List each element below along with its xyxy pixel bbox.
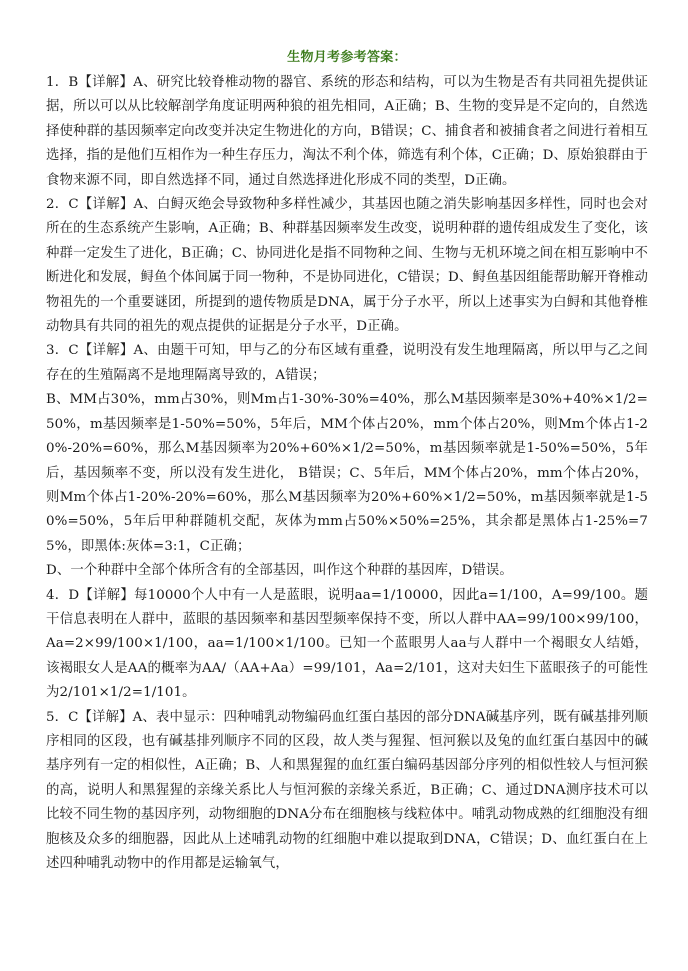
page-title: 生物月考参考答案： — [287, 50, 407, 65]
answer-2: 2．C【详解】A、白鲟灭绝会导致物种多样性减少，其基因也随之消失影响基因多样性，同时也会对所在的生态系统产生影响，A正确；B、种群基因频率发生改变，说明种群的遗传组成发生了变化，该种群一定发生了进化，B正确；C、协同进化是指不同物种之间、生物与无机环境之间在相互影响中不断进化和发展，鲟鱼个体间属于同一物种，不是协同进化，C错误；D、鲟鱼基因组能帮助解开脊椎动物祖先的一个重要谜团，所提到的遗传物质是DNA，属于分子水平，所以上述事实为白鲟和其他脊椎动物具有共同的祖先的观点提供的证据是分子水平，D正确。 — [46, 197, 648, 335]
answer-3-part-d: D、一个种群中全部个体所含有的全部基因，叫作这个种群的基因库，D错误。 — [46, 563, 513, 579]
answer-3-part-bc: B、MM占30%，mm占30%，则Mm占1-30%-30%=40%，那么M基因频率是30%+40%×1/2=50%，m基因频率是1-50%=50%，5年后，MM个体占20%，mm个体占20%，则Mm个体占1-20%-20%=60%，那么M基因频率为20%+60%×1/2=50%，m基因频率就是1-50%=50%，5年后，基因频率不变，所以没有发生进化， B错误；C、5年后，MM个体占20%，mm个体占20%，则Mm个体占1-20%-20%=60%，那么M基因频率为20%+60%×1/2=50%，m基因频率就是1-50%=50%，5年后甲种群随机交配，灰体为mm占50%×50%=25%，其余都是黑体占1-25%=75%，即黑体:灰体=3:1，C正确； — [46, 392, 648, 554]
answer-5: 5．C【详解】A、表中显示：四种哺乳动物编码血红蛋白基因的部分DNA碱基序列，既有碱基排列顺序相同的区段，也有碱基排列顺序不同的区段，故人类与猩猩、恒河猴以及兔的血红蛋白基因中的碱基序列有一定的相似性，A正确；B、人和黑猩猩的血红蛋白编码基因部分序列的相似性较人与恒河猴的高，说明人和黑猩猩的亲缘关系比人与恒河猴的亲缘关系近，B正确；C、通过DNA测序技术可以比较不同生物的基因序列，动物细胞的DNA分布在细胞核与线粒体中。哺乳动物成熟的红细胞没有细胞核及众多的细胞器，因此从上述哺乳动物的红细胞中难以提取到DNA，C错误；D、血红蛋白在上述四种哺乳动物中的作用都是运输氧气， — [46, 709, 648, 871]
answer-4: 4．D【详解】每10000个人中有一人是蓝眼，说明aa=1/10000，因此a=1/100，A=99/100。题干信息表明在人群中，蓝眼的基因频率和基因型频率保持不变，所以人群中AA=99/100×99/100，Aa=2×99/100×1/100，aa=1/100×1/100。已知一个蓝眼男人aa与人群中一个褐眼女人结婚，该褐眼女人是AA的概率为AA/（AA+Aa）=99/101，Aa=2/101，这对夫妇生下蓝眼孩子的可能性为2/101×1/2=1/101。 — [46, 587, 648, 701]
answer-1: 1．B【详解】A、研究比较脊椎动物的器官、系统的形态和结构，可以为生物是否有共同祖先提供证据，所以可以从比较解剖学角度证明两种狼的祖先相同，A正确；B、生物的变异是不定向的，自然选择使种群的基因频率定向改变并决定生物进化的方向，B错误；C、捕食者和被捕食者之间进行着相互选择，指的是他们互相作为一种生存压力，淘汰不利个体，筛选有利个体，C正确；D、原始狼群由于食物来源不同，即自然选择不同，通过自然选择进化形成不同的类型，D正确。 — [46, 75, 648, 188]
answer-3-part-a: 3．C【详解】A、由题干可知，甲与乙的分布区域有重叠，说明没有发生地理隔离，所以甲与乙之间存在的生殖隔离不是地理隔离导致的，A错误； — [46, 343, 648, 383]
